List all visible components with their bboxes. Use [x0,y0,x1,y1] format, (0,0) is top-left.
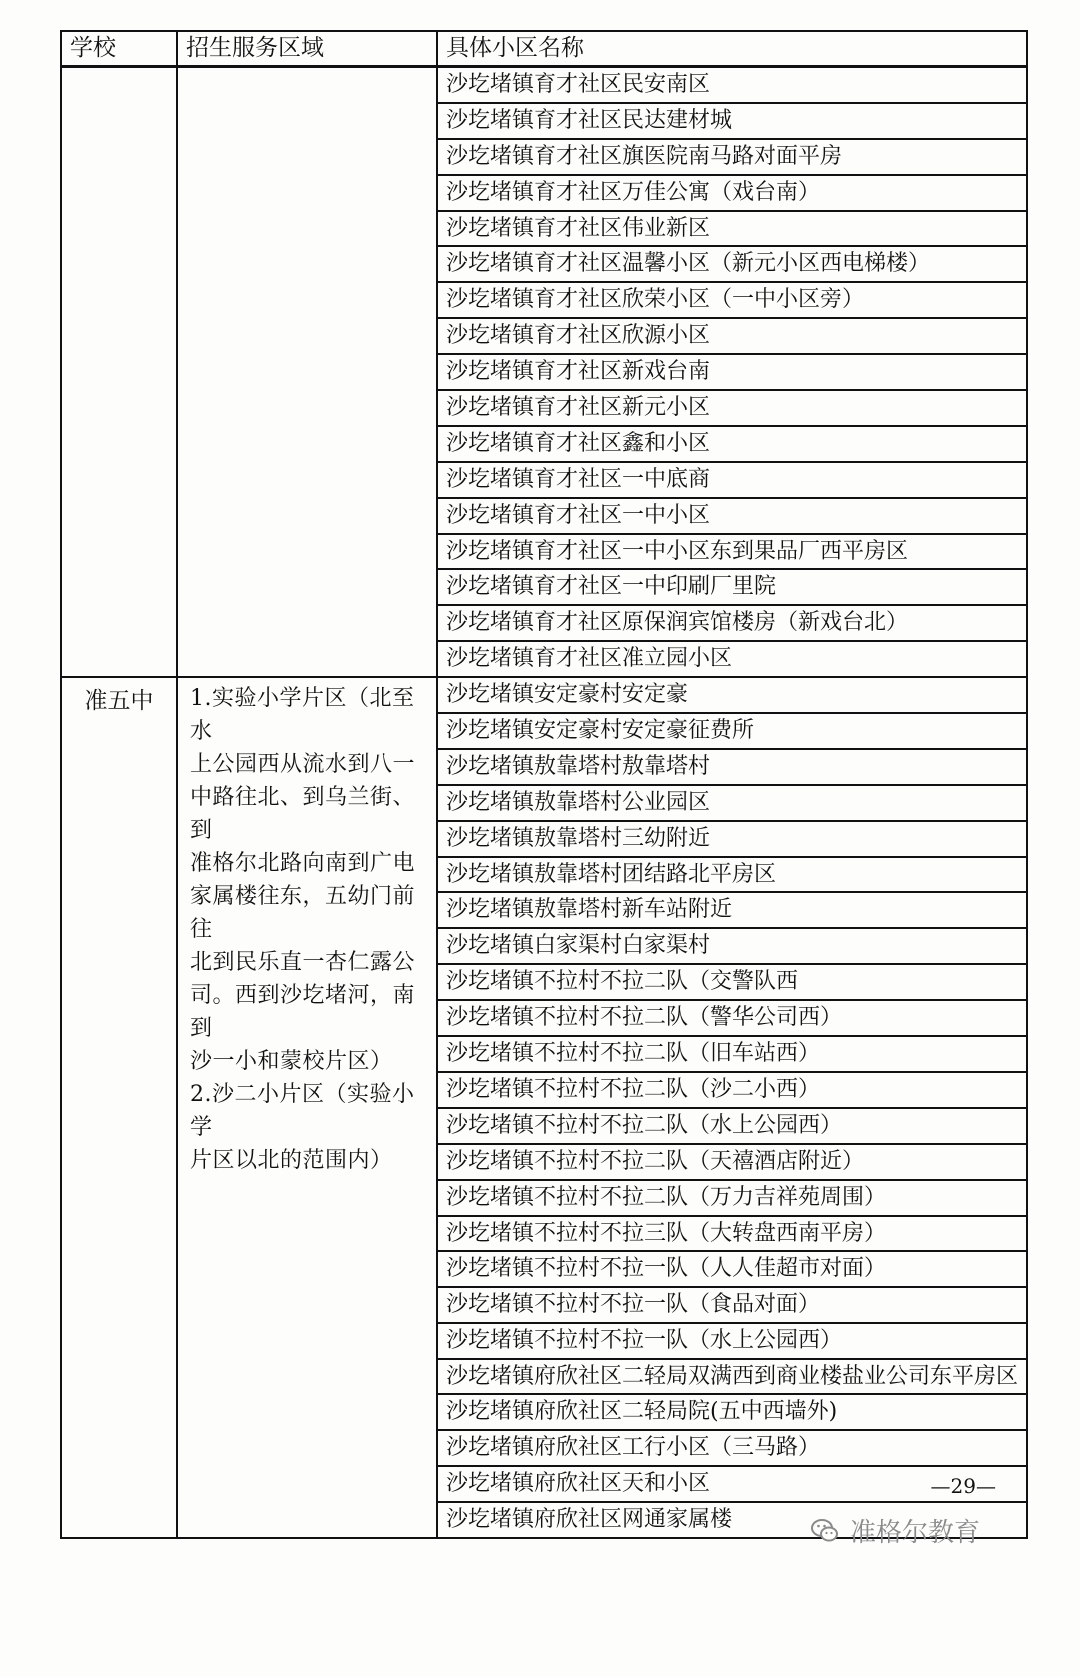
community-name-cell: 沙圪堵镇府欣社区网通家属楼 [437,1502,1027,1538]
community-name-cell: 沙圪堵镇育才社区一中小区 [437,498,1027,534]
community-name-cell: 沙圪堵镇不拉村不拉三队（大转盘西南平房） [437,1216,1027,1252]
community-name-cell: 沙圪堵镇育才社区欣源小区 [437,318,1027,354]
community-name-cell: 沙圪堵镇不拉村不拉二队（天禧酒店附近） [437,1144,1027,1180]
community-name-cell: 沙圪堵镇敖靠塔村新车站附近 [437,892,1027,928]
community-name-cell: 沙圪堵镇育才社区旗医院南马路对面平房 [437,139,1027,175]
table-body [61,67,1027,1538]
community-name-cell: 沙圪堵镇不拉村不拉二队（交警队西 [437,964,1027,1000]
watermark [810,1512,980,1549]
community-name-cell: 沙圪堵镇育才社区民达建材城 [437,103,1027,139]
community-name-cell: 沙圪堵镇府欣社区工行小区（三马路） [437,1430,1027,1466]
community-name-cell: 沙圪堵镇敖靠塔村敖靠塔村 [437,749,1027,785]
header-school: 学校 [61,31,177,67]
community-name-cell: 沙圪堵镇不拉村不拉一队（食品对面） [437,1287,1027,1323]
community-name-cell: 沙圪堵镇敖靠塔村公业园区 [437,785,1027,821]
table-row [61,677,1027,713]
area-cell [177,677,437,1537]
community-name-cell: 沙圪堵镇育才社区新戏台南 [437,354,1027,390]
community-name-cell: 沙圪堵镇不拉村不拉一队（人人佳超市对面） [437,1251,1027,1287]
table-header-row [61,31,1027,67]
community-name-cell: 沙圪堵镇府欣社区二轻局双满西到商业楼盐业公司东平房区 [437,1359,1027,1394]
community-name-cell: 沙圪堵镇敖靠塔村团结路北平房区 [437,857,1027,893]
area-line: 北到民乐直一杏仁露公 [190,950,416,976]
community-name-cell: 沙圪堵镇育才社区伟业新区 [437,211,1027,247]
area-line: 2.沙二小片区（实验小学 [190,1082,415,1141]
community-name-cell: 沙圪堵镇不拉村不拉二队（万力吉祥苑周围） [437,1180,1027,1216]
page-number: —29— [930,1474,996,1498]
area-line: 司。西到沙圪堵河，南到 [190,983,416,1042]
community-name-cell: 沙圪堵镇育才社区一中小区东到果品厂西平房区 [437,534,1027,570]
community-name-cell: 沙圪堵镇育才社区鑫和小区 [437,426,1027,462]
community-name-cell: 沙圪堵镇育才社区民安南区 [437,67,1027,103]
community-name-cell: 沙圪堵镇府欣社区二轻局院(五中西墙外) [437,1394,1027,1430]
community-name-cell: 沙圪堵镇育才社区一中底商 [437,462,1027,498]
area-line: 中路往北、到乌兰街、到 [190,785,416,844]
area-line: 片区以北的范围内） [190,1148,393,1174]
school-cell: 准五中 [61,677,177,1537]
community-name-cell: 沙圪堵镇白家渠村白家渠村 [437,928,1027,964]
area-line: 上公园西从流水到八一 [190,752,416,778]
area-line: 家属楼往东，五幼门前往 [190,884,416,943]
community-name-cell: 沙圪堵镇安定豪村安定豪 [437,677,1027,713]
community-name-cell: 沙圪堵镇敖靠塔村三幼附近 [437,821,1027,857]
community-name-cell: 沙圪堵镇不拉村不拉二队（警华公司西） [437,1000,1027,1036]
community-name-cell: 沙圪堵镇安定豪村安定豪征费所 [437,713,1027,749]
table-row [61,67,1027,103]
community-name-cell: 沙圪堵镇不拉村不拉二队（沙二小西） [437,1072,1027,1108]
community-name-cell: 沙圪堵镇育才社区欣荣小区（一中小区旁） [437,282,1027,318]
school-cell [61,67,177,678]
community-name-cell: 沙圪堵镇育才社区一中印刷厂里院 [437,569,1027,605]
area-cell [177,67,437,678]
enrollment-table [60,30,1028,1539]
community-name-cell: 沙圪堵镇育才社区温馨小区（新元小区西电梯楼） [437,246,1027,282]
header-name: 具体小区名称 [437,31,1027,67]
community-name-cell: 沙圪堵镇不拉村不拉二队（旧车站西） [437,1036,1027,1072]
community-name-cell: 沙圪堵镇育才社区原保润宾馆楼房（新戏台北） [437,605,1027,641]
community-name-cell: 沙圪堵镇育才社区新元小区 [437,390,1027,426]
wechat-icon [810,1516,840,1546]
area-line: 1.实验小学片区（北至水 [190,686,415,745]
header-area: 招生服务区域 [177,31,437,67]
area-line: 准格尔北路向南到广电 [190,851,416,877]
community-name-cell: 沙圪堵镇府欣社区天和小区 [437,1466,1027,1502]
area-line: 沙一小和蒙校片区） [190,1049,393,1075]
community-name-cell: 沙圪堵镇不拉村不拉一队（水上公园西） [437,1323,1027,1359]
watermark-text: 准格尔教育 [849,1518,980,1548]
community-name-cell: 沙圪堵镇育才社区万佳公寓（戏台南） [437,175,1027,211]
community-name-cell: 沙圪堵镇不拉村不拉二队（水上公园西） [437,1108,1027,1144]
community-name-cell: 沙圪堵镇育才社区准立园小区 [437,641,1027,677]
